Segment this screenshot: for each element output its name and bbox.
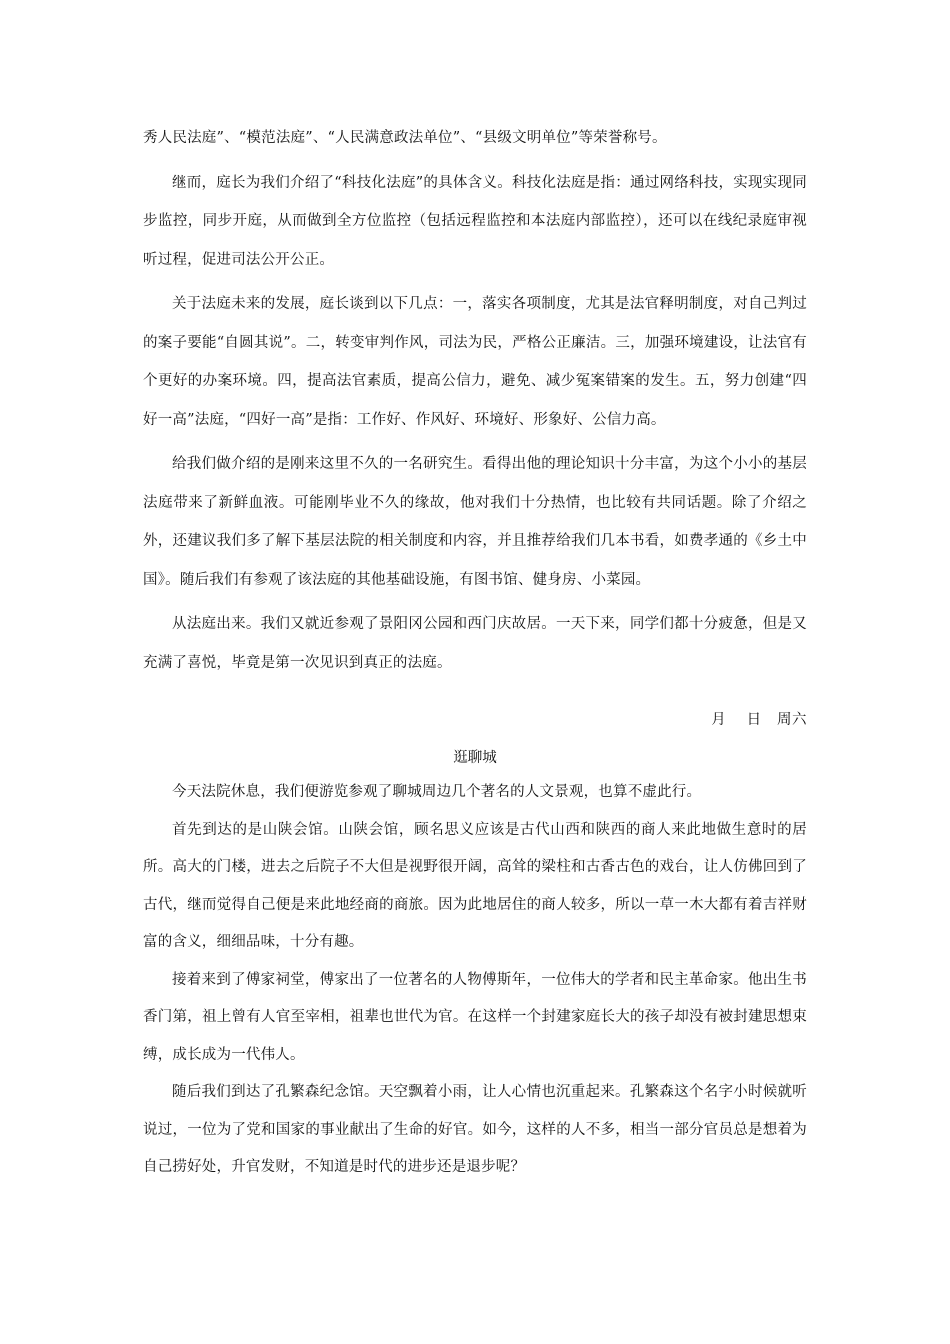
paragraph-court-future: 关于法庭未来的发展，庭长谈到以下几点：一，落实各项制度，尤其是法官释明制度，对自己判过的案子要能“自圆其说”。二，转变审判作风，司法为民，严格公正廉洁。三，加强环境建设，让法官有个更好的办案环境。四，提高法官素质，提高公信力，避免、减少冤案错案的发生。五，努力创建“四好一高”法庭，“四好一高”是指：工作好、作风好、环境好、形象好、公信力高。 bbox=[143, 296, 807, 428]
body-section-2 bbox=[143, 774, 807, 1187]
section-title: 逛聊城 bbox=[453, 750, 497, 766]
paragraph-graduate-intro: 给我们做介绍的是刚来这里不久的一名研究生。看得出他的理论知识十分丰富，为这个小小的基层法庭带来了新鲜血液。可能刚毕业不久的缘故，他对我们十分热情，也比较有共同话题。除了介绍之外，还建议我们多了解下基层法院的相关制度和内容，并且推荐给我们几本书看，如费孝通的《乡土中国》。随后我们有参观了该法庭的其他基础设施，有图书馆、健身房、小菜园。 bbox=[143, 456, 807, 588]
paragraph-shanshan-guild: 首先到达的是山陕会馆。山陕会馆，顾名思义应该是古代山西和陕西的商人来此地做生意时的居所。高大的门楼，进去之后院子不大但是视野很开阔，高耸的梁柱和古香古色的戏台，让人仿佛回到了古代，继而觉得自己便是来此地经商的商旅。因为此地居住的商人较多，所以一草一木大都有着吉祥财富的含义，细细品味，十分有趣。 bbox=[143, 821, 807, 950]
date-line: 月 日 周六 bbox=[711, 712, 807, 728]
paragraph-tech-court: 继而，庭长为我们介绍了“科技化法庭”的具体含义。科技化法庭是指：通过网络科技，实现实现同步监控，同步开庭，从而做到全方位监控（包括远程监控和本法庭内部监控），还可以在线纪录庭审视听过程，促进司法公开公正。 bbox=[143, 174, 807, 268]
paragraph-leaving-court: 从法庭出来。我们又就近参观了景阳冈公园和西门庆故居。一天下来，同学们都十分疲惫，但是又充满了喜悦，毕竟是第一次见识到真正的法庭。 bbox=[143, 616, 807, 671]
paragraph-fu-ancestral-hall: 接着来到了傅家祠堂，傅家出了一位著名的人物傅斯年，一位伟大的学者和民主革命家。他出生书香门第，祖上曾有人官至宰相，祖辈也世代为官。在这样一个封建家庭长大的孩子却没有被封建思想束缚，成长成为一代伟人。 bbox=[143, 971, 807, 1063]
paragraph-intro: 今天法院休息，我们便游览参观了聊城周边几个著名的人文景观，也算不虚此行。 bbox=[172, 784, 702, 800]
body-section-1 bbox=[143, 119, 807, 682]
paragraph-continuation: 秀人民法庭”、“模范法庭”、“人民满意政法单位”、“县级文明单位”等荣誉称号。 bbox=[143, 130, 667, 146]
paragraph-kong-fansen-memorial: 随后我们到达了孔繁森纪念馆。天空飘着小雨，让人心情也沉重起来。孔繁森这个名字小时候就听说过，一位为了党和国家的事业献出了生命的好官。如今，这样的人不多，相当一部分官员总是想着为自己捞好处，升官发财，不知道是时代的进步还是退步呢？ bbox=[143, 1084, 807, 1175]
